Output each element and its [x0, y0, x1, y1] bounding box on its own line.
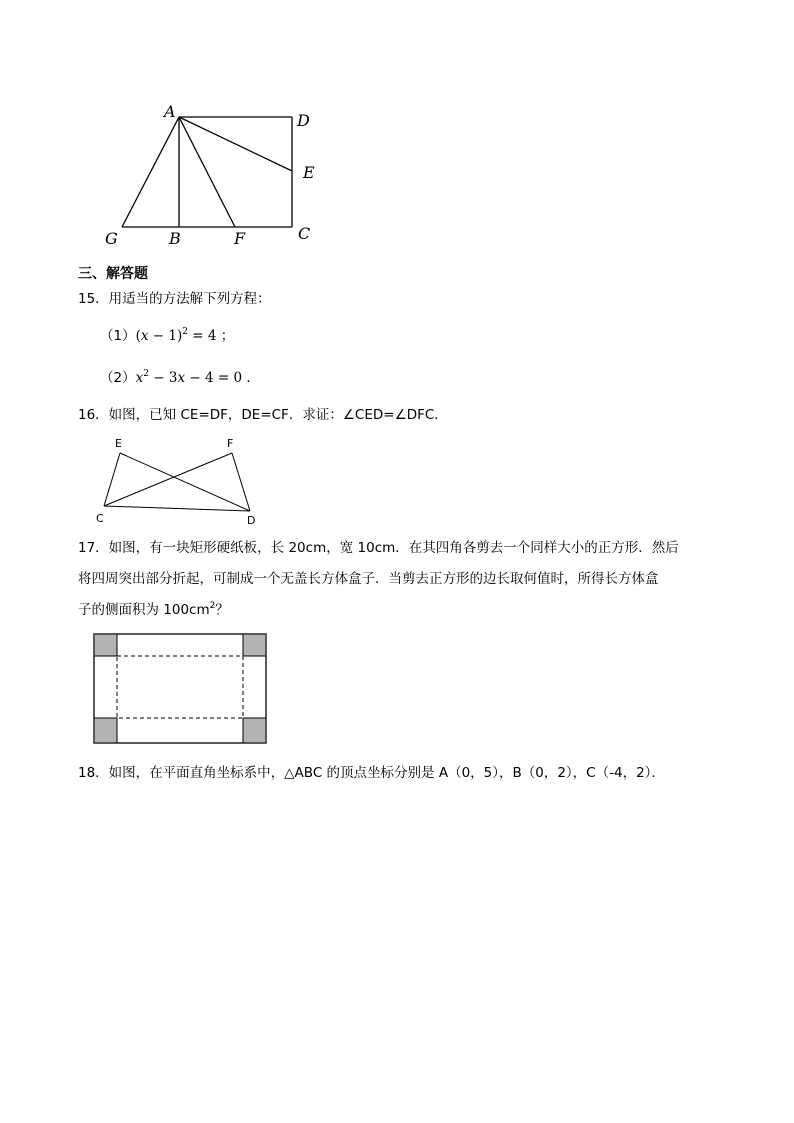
q15-part1-paren: (: [135, 328, 141, 344]
q17-line3-end: ？: [215, 602, 229, 618]
q15-part1-number: （1）: [100, 328, 136, 344]
q15-stem: 15．用适当的方法解下列方程：: [78, 291, 271, 307]
segment-ed: [120, 453, 250, 511]
q17-line3: [78, 600, 229, 620]
label-d: D: [247, 514, 256, 527]
q17-line3-exponent: 2: [209, 601, 216, 611]
segment-cf: [104, 453, 232, 506]
figure-cardboard: [93, 633, 269, 745]
label-a: A: [164, 102, 176, 121]
q15-part1-rest: − 1): [148, 328, 183, 344]
figure-quadrilateral: [100, 100, 330, 250]
figure-crossed-triangles: [90, 433, 270, 528]
cardboard-outline: [94, 634, 266, 743]
segment-af: [179, 117, 235, 227]
q16-stem: 16．如图，已知 CE=DF，DE=CF．求证：∠CED=∠DFC．: [78, 407, 448, 423]
label-b: B: [169, 229, 181, 248]
q18-stem: 18．如图，在平面直角坐标系中，△ABC 的顶点坐标分别是 A（0，5），B（0，2），C（-4，2）．: [78, 765, 665, 781]
section-title: 三、解答题: [78, 266, 148, 282]
corner-square-bottom-right: [243, 718, 266, 743]
segment-ag: [122, 117, 179, 227]
segment-fd: [232, 453, 250, 511]
corner-square-top-right: [243, 634, 266, 656]
label-e: E: [303, 163, 315, 182]
label-f: F: [227, 437, 234, 450]
label-d: D: [297, 111, 310, 130]
q15-part2-mid: − 3: [148, 370, 178, 386]
q15-part1: [100, 326, 234, 346]
q15-part2-number: （2）: [100, 370, 136, 386]
fold-line: [117, 656, 243, 718]
q17-line2: 将四周突出部分折起，可制成一个无盖长方体盒子．当剪去正方形的边长取何值时，所得长方体盒: [78, 571, 659, 587]
q15-part1-eq: = 4: [187, 328, 217, 344]
q15-part1-end: ；: [216, 328, 235, 344]
label-c: C: [298, 224, 311, 243]
label-g: G: [105, 229, 118, 248]
label-c: C: [96, 512, 104, 525]
label-e: E: [115, 437, 122, 450]
q17-line1: 17．如图，有一块矩形硬纸板，长 20cm，宽 10cm．在其四角各剪去一个同样大小的正方形．然后: [78, 540, 679, 556]
q15-part2-exponent: 2: [143, 369, 149, 379]
q15-part2-end: ．: [242, 370, 260, 386]
q17-line3-text: 子的侧面积为 100cm: [78, 602, 210, 618]
q15-part2-var2: x: [177, 370, 186, 386]
segment-ce: [104, 453, 120, 506]
q15-part2-var1: x: [135, 370, 144, 386]
label-f: F: [234, 229, 246, 248]
corner-square-bottom-left: [94, 718, 117, 743]
corner-square-top-left: [94, 634, 117, 656]
segment-cd: [104, 506, 250, 511]
segment-ae: [179, 117, 292, 171]
q15-part2: [100, 368, 260, 388]
q15-part2-rest: − 4 = 0: [185, 370, 243, 386]
q15-part1-var: x: [140, 328, 149, 344]
q15-part1-exponent: 2: [182, 327, 188, 337]
